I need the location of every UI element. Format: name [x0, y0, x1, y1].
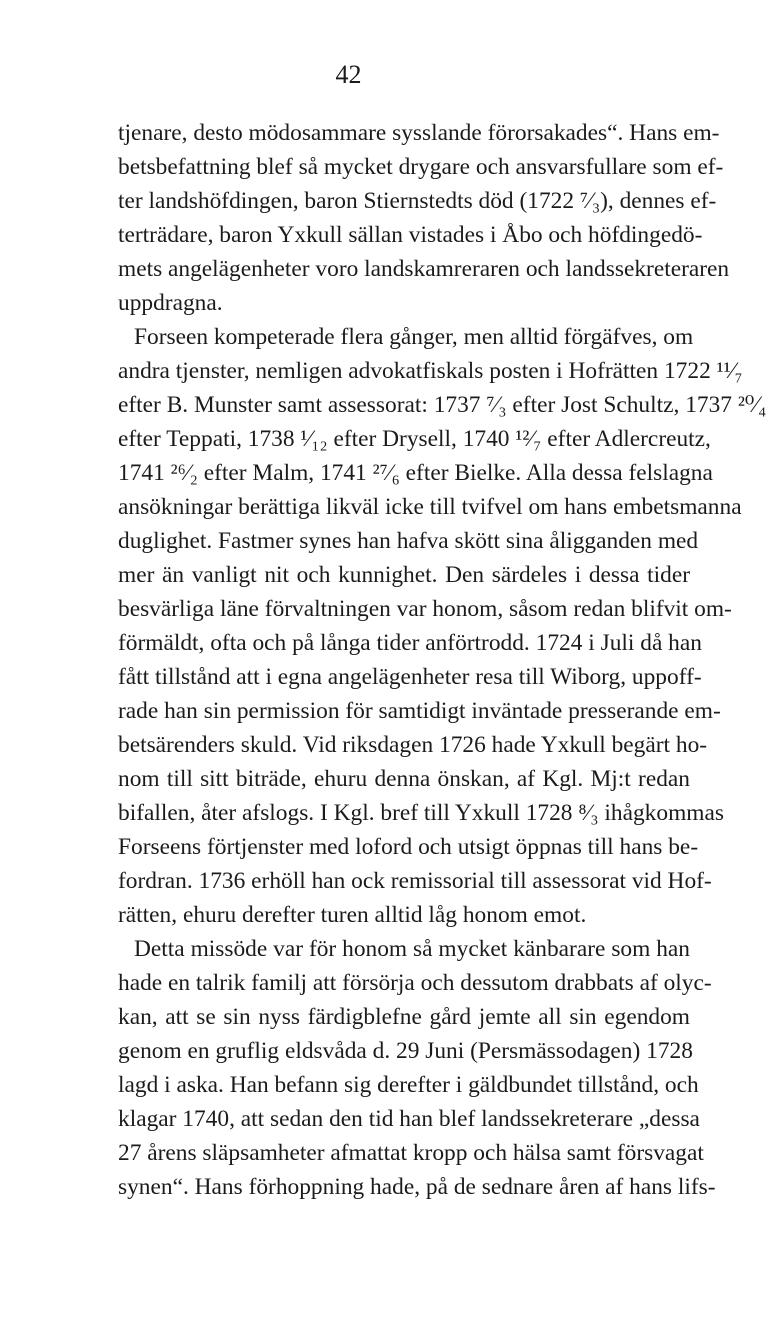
text-line: Forseens förtjenster med loford och utsigt öppnas till hans be- — [118, 834, 699, 860]
text-line: fått tillstånd att i egna angelägenheter resa till Wiborg, uppoff- — [118, 664, 702, 690]
text-line: hade en talrik familj att försörja och dessutom drabbats af olyc- — [118, 970, 712, 996]
text-line: nom till sitt biträde, ehuru denna önskan, af Kgl. Mj:t redan — [118, 766, 690, 792]
text-line: ansökningar berättiga likväl icke till tvifvel om hans embetsmanna — [118, 494, 742, 520]
text-line: klagar 1740, att sedan den tid han blef landssekreterare „dessa — [118, 1106, 700, 1132]
text-line: rätten, ehuru derefter turen alltid låg honom emot. — [118, 902, 587, 928]
text-line: betsärenders skuld. Vid riksdagen 1726 hade Yxkull begärt ho- — [118, 732, 708, 758]
text-line: genom en gruflig eldsvåda d. 29 Juni (Persmässodagen) 1728 — [118, 1038, 693, 1064]
page-number: 42 — [335, 60, 362, 89]
text-line: rade han sin permission för samtidigt inväntade presserande em- — [118, 698, 721, 724]
text-line: förmäldt, ofta och på långa tider anförtrodd. 1724 i Juli då han — [118, 630, 702, 656]
text-line: besvärliga läne förvaltningen var honom, såsom redan blifvit om- — [118, 596, 732, 622]
text-line: lagd i aska. Han befann sig derefter i gäldbundet tillstånd, och — [118, 1072, 699, 1098]
text-line: Detta missöde var för honom så mycket känbarare som han — [134, 936, 690, 962]
text-line: duglighet. Fastmer synes han hafva skött sina åligganden med — [118, 528, 699, 554]
text-line: efter Teppati, 1738 ¹⁄₁₂ efter Drysell, 1740 ¹²⁄₇ efter Adlercreutz, — [118, 426, 711, 452]
text-line: terträdare, baron Yxkull sällan vistades i Åbo och höfdingedö- — [118, 222, 703, 248]
text-line: kan, att se sin nyss färdigblefne gård jemte all sin egendom — [118, 1004, 690, 1030]
text-line: uppdragna. — [118, 290, 223, 316]
text-line: Forseen kompeterade flera gånger, men alltid förgäfves, om — [134, 324, 694, 350]
text-line: 1741 ²⁶⁄₂ efter Malm, 1741 ²⁷⁄₆ efter Bielke. Alla dessa felslagna — [118, 460, 713, 486]
text-line: 27 årens släpsamheter afmattat kropp och hälsa samt försvagat — [118, 1140, 704, 1166]
text-line: bifallen, åter afslogs. I Kgl. bref till Yxkull 1728 ⁸⁄₃ ihågkommas — [118, 800, 724, 826]
text-line: tjenare, desto mödosammare sysslande förorsakades“. Hans em- — [118, 120, 720, 146]
text-line: mets angelägenheter voro landskamreraren och landssekreteraren — [118, 256, 730, 282]
text-line: fordran. 1736 erhöll han ock remissorial till assessorat vid Hof- — [118, 868, 712, 894]
text-line: mer än vanligt nit och kunnighet. Den särdeles i dessa tider — [118, 562, 690, 588]
text-line: synen“. Hans förhoppning hade, på de sednare åren af hans lifs- — [118, 1174, 716, 1200]
text-line: efter B. Munster samt assessorat: 1737 ⁷⁄₃ efter Jost Schultz, 1737 ²⁰⁄₄ — [118, 392, 766, 418]
text-line: betsbefattning blef så mycket drygare och ansvarsfullare som ef- — [118, 154, 724, 180]
text-line: ter landshöfdingen, baron Stiernstedts död (1722 ⁷⁄₃), dennes ef- — [118, 188, 717, 214]
text-line: andra tjenster, nemligen advokatfiskals posten i Hofrätten 1722 ¹¹⁄₇ — [118, 358, 743, 384]
